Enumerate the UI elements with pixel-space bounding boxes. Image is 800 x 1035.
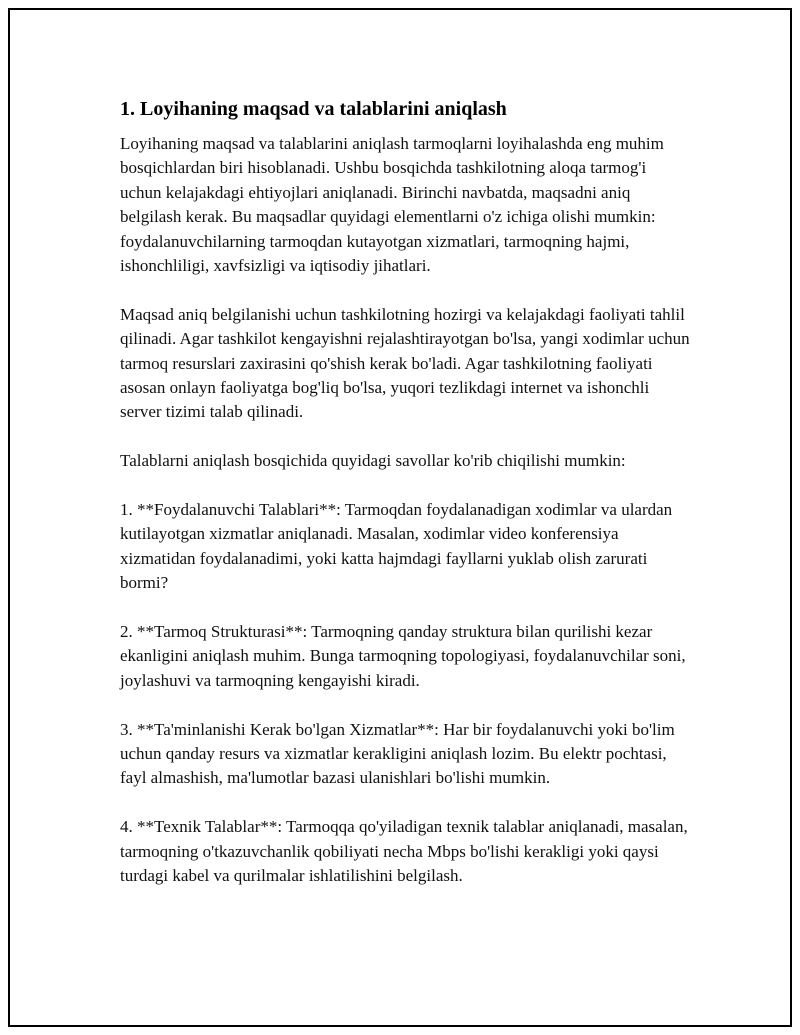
paragraph-questions-lead: Talablarni aniqlash bosqichida quyidagi savollar ko'rib chiqilishi mumkin: xyxy=(120,451,626,471)
paragraph-goal-definition: Maqsad aniq belgilanishi uchun tashkilotning hozirgi va kelajakdagi faoliyati tahlil qilinadi. Agar tashkilot kengayishni rejalashtirayotgan bo'lsa, yangi xodimlar uchun tarmoq resurslari zaxirasini qo'shish kerak bo'ladi. Agar tashkilotning faoliyati asosan onlayn faoliyatga bog'liq bo'lsa, yuqori tezlikdagi internet va ishonchli server tizimi talab qilinadi. xyxy=(120,304,690,422)
list-item-technical-requirements: 4. **Texnik Talablar**: Tarmoqqa qo'yiladigan texnik talablar aniqlanadi, masalan, tarmoqning o'tkazuvchanlik qobiliyati necha Mbps bo'lishi kerakligi yoki qaysi turdagi kabel va qurilmalar ishlatilishini belgilash. xyxy=(120,817,688,886)
paragraph-intro: Loyihaning maqsad va talablarini aniqlash tarmoqlarni loyihalashda eng muhim bosqichlardan biri hisoblanadi. Ushbu bosqichda tashkilotning aloqa tarmog'i uchun kelajakdagi ehtiyojlari aniqlanadi. Birinchi navbatda, maqsadni aniq belgilash kerak. Bu maqsadlar quyidagi elementlarni o'z ichiga olishi mumkin: foydalanuvchilarning tarmoqdan kutayotgan xizmatlari, tarmoqning hajmi, ishonchliligi, xavfsizligi va iqtisodiy jihatlari. xyxy=(120,134,664,276)
list-item-network-structure: 2. **Tarmoq Strukturasi**: Tarmoqning qanday struktura bilan qurilishi kezar ekanligini aniqlash muhim. Bunga tarmoqning topologiyasi, foydalanuvchilar soni, joylashuvi va tarmoqning kengayishi kiradi. xyxy=(120,622,686,690)
section-heading: 1. Loyihaning maqsad va talablarini aniqlash xyxy=(120,98,507,120)
list-item-user-requirements: 1. **Foydalanuvchi Talablari**: Tarmoqdan foydalanadigan xodimlar va ulardan kutilayotgan xizmatlar aniqlanadi. Masalan, xodimlar video konferensiya xizmatidan foydalanadimi, yoki katta hajmdagi fayllarni yuklab olish zarurati bormi? xyxy=(120,500,673,593)
document-content xyxy=(120,96,690,913)
list-item-required-services: 3. **Ta'minlanishi Kerak bo'lgan Xizmatlar**: Har bir foydalanuvchi yoki bo'lim uchun qanday resurs va xizmatlar kerakligini aniqlash lozim. Bu elektr pochtasi, fayl almashish, ma'lumotlar bazasi ulanishlari bo'lishi mumkin. xyxy=(120,719,675,788)
page-frame xyxy=(8,8,792,1027)
